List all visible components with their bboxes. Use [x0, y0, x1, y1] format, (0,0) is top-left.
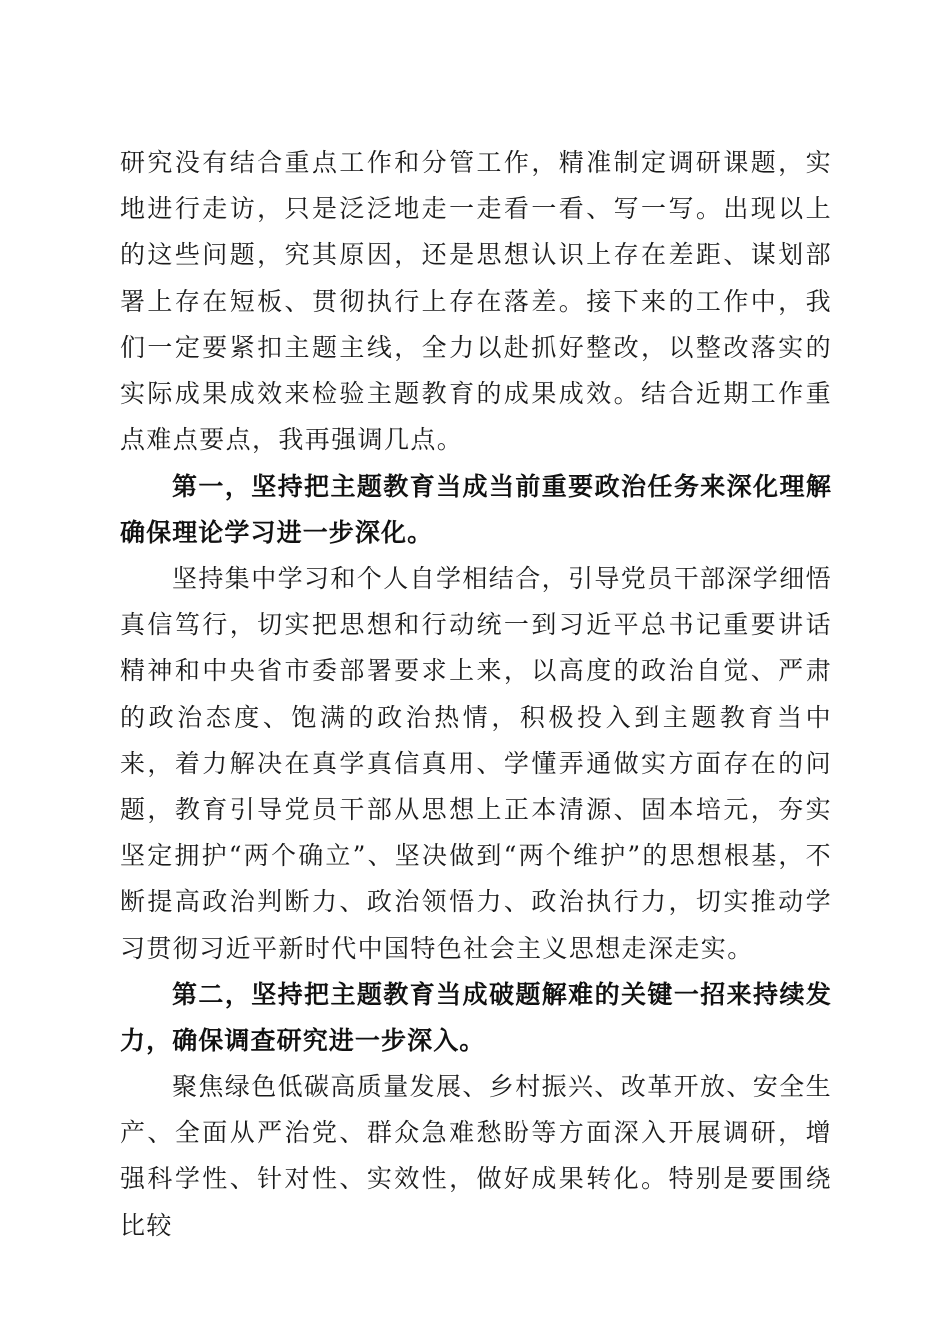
section-heading-first: 第一，坚持把主题教育当成当前重要政治任务来深化理解确保理论学习进一步深化。 — [120, 472, 832, 548]
body-paragraph-second: 聚焦绿色低碳高质量发展、乡村振兴、改革开放、安全生产、全面从严治党、群众急难愁盼等方面深入开展调研，增强科学性、针对性、实效性，做好成果转化。特别是要围绕比较 — [120, 1072, 833, 1240]
body-paragraph-first: 坚持集中学习和个人自学相结合，引导党员干部深学细悟真信笃行，切实把思想和行动统一到习近平总书记重要讲话精神和中央省市委部署要求上来，以高度的政治自觉、严肃的政治态度、饱满的政治热情，积极投入到主题教育当中来，着力解决在真学真信真用、学懂弄通做实方面存在的问题，教育引导党员干部从思想上正本清源、固本培元，夯实坚定拥护“两个确立”、坚决做到“两个维护”的思想根基，不断提高政治判断力、政治领悟力、政治执行力，切实推动学习贯彻习近平新时代中国特色社会主义思想走深走实。 — [120, 564, 833, 963]
body-paragraph-continuation: 研究没有结合重点工作和分管工作，精准制定调研课题，实地进行走访，只是泛泛地走一走看一看、写一写。出现以上的这些问题，究其原因，还是思想认识上存在差距、谋划部署上存在短板、贯彻执行上存在落差。接下来的工作中，我们一定要紧扣主题主线，全力以赴抓好整改，以整改落实的实际成果成效来检验主题教育的成果成效。结合近期工作重点难点要点，我再强调几点。 — [120, 148, 832, 455]
section-heading-second: 第二，坚持把主题教育当成破题解难的关键一招来持续发力，确保调查研究进一步深入。 — [120, 980, 832, 1056]
